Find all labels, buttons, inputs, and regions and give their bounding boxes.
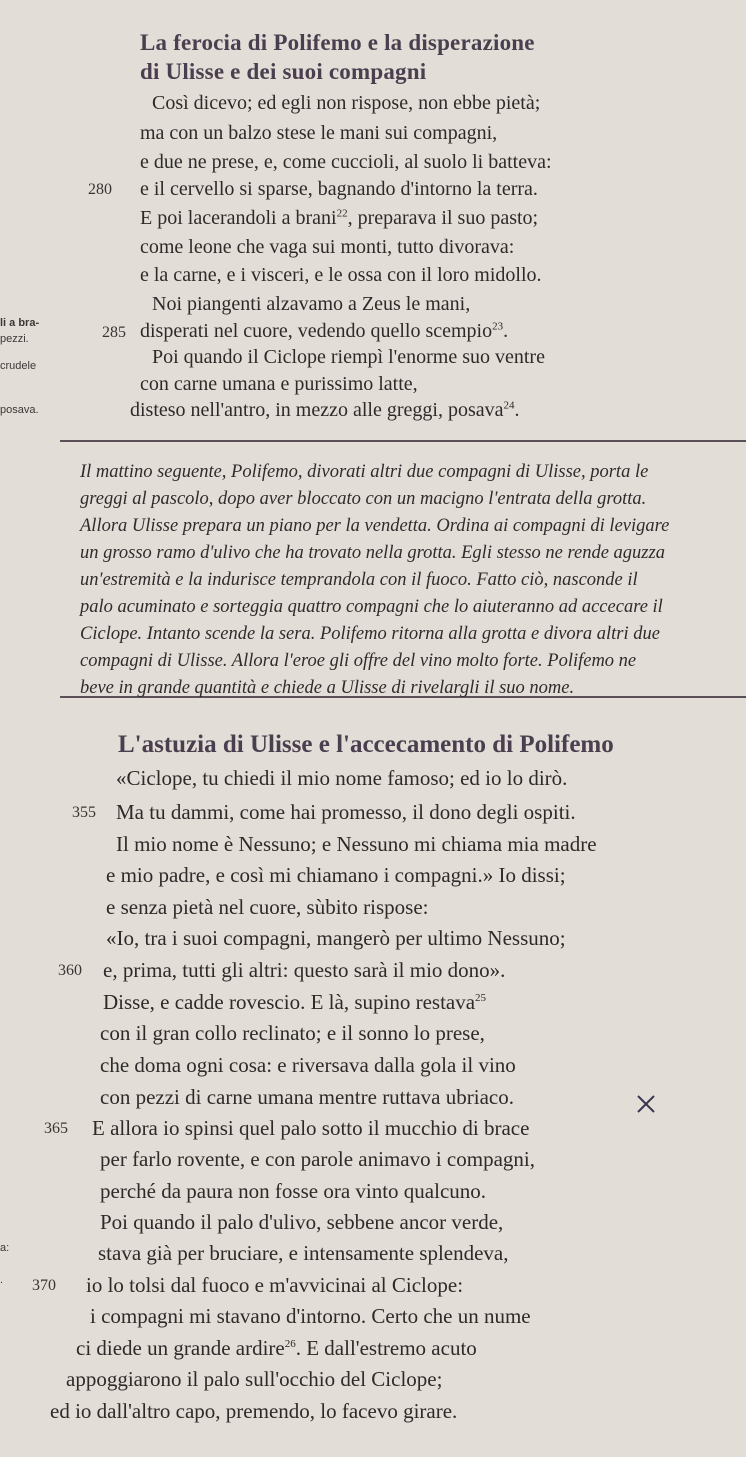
verse-line: E poi lacerandoli a brani$^{22}$, preparava il suo pasto; <box>140 207 539 229</box>
margin-note: posava. <box>0 404 39 416</box>
verse-line: io lo tolsi dal fuoco e m'avvicinai al Ciclope: <box>86 1273 464 1297</box>
margin-note: a: <box>0 1242 10 1254</box>
section-title-line2: di Ulisse e dei suoi compagni <box>140 59 427 84</box>
verse-line: stava già per bruciare, e intensamente splendeva, <box>98 1241 509 1265</box>
verse-line: ma con un balzo stese le mani sui compagni, <box>140 122 498 144</box>
verse-line: disperati nel cuore, vedendo quello scempio$^{23}$. <box>140 320 509 342</box>
footnote-ref: 23 <box>492 320 504 333</box>
footnote-ref: 26 <box>284 1338 296 1350</box>
summary-line: un grosso ramo d'ulivo che ha trovato nella grotta. Egli stesso ne rende aguzza <box>80 543 665 563</box>
section-title: L'astuzia di Ulisse e l'accecamento di Polifemo <box>118 731 614 758</box>
line-number: 360 <box>58 962 82 979</box>
verse-line: per farlo rovente, e con parole animavo i compagni, <box>100 1147 535 1171</box>
margin-note: . <box>0 1274 4 1286</box>
footnote-ref: 22 <box>336 207 348 220</box>
verse-line: e mio padre, e così mi chiamano i compagni.» Io dissi; <box>106 863 566 887</box>
line-number: 280 <box>88 181 112 198</box>
pencil-cross-mark <box>636 1094 656 1114</box>
line-number: 285 <box>102 324 126 341</box>
summary-line: un'estremità e la indurisce temprandola con il fuoco. Fatto ciò, nasconde il <box>80 570 638 590</box>
verse-line: disteso nell'antro, in mezzo alle greggi, posava$^{24}$. <box>130 399 520 421</box>
line-number: 370 <box>32 1277 56 1294</box>
verse-line: che doma ogni cosa: e riversava dalla gola il vino <box>100 1053 516 1077</box>
verse-line: ci diede un grande ardire$^{26}$. E dall'estremo acuto <box>76 1336 477 1360</box>
summary-line: greggi al pascolo, dopo aver bloccato con un macigno l'entrata della grotta. <box>80 489 647 509</box>
verse-line: «Io, tra i suoi compagni, mangerò per ultimo Nessuno; <box>106 926 566 950</box>
summary-line: Allora Ulisse prepara un piano per la vendetta. Ordina ai compagni di levigare <box>80 516 670 536</box>
verse-line: Ma tu dammi, come hai promesso, il dono degli ospiti. <box>116 800 576 824</box>
verse-line: e la carne, e i visceri, e le ossa con il loro midollo. <box>140 264 542 286</box>
verse-line: perché da paura non fosse ora vinto qualcuno. <box>100 1179 487 1203</box>
verse-line: Poi quando il Ciclope riempì l'enorme suo ventre <box>152 346 545 368</box>
verse-line: appoggiarono il palo sull'occhio del Ciclope; <box>66 1367 443 1391</box>
verse-line: i compagni mi stavano d'intorno. Certo che un nume <box>90 1304 531 1328</box>
margin-note: crudele <box>0 360 37 372</box>
line-number: 365 <box>44 1120 68 1137</box>
section-title-line1: La ferocia di Polifemo e la disperazione <box>140 30 535 55</box>
margin-note: li a bra- <box>0 317 40 329</box>
summary-line: palo acuminato e sorteggia quattro compagni che lo aiuteranno ad accecare il <box>80 597 663 617</box>
verse-line: ed io dall'altro capo, premendo, lo facevo girare. <box>50 1399 458 1423</box>
verse-line: e il cervello si sparse, bagnando d'intorno la terra. <box>140 178 538 200</box>
summary-line: beve in grande quantità e chiede a Ulisse di rivelargli il suo nome. <box>80 678 575 698</box>
footnote-ref: 25 <box>475 992 487 1004</box>
summary-line: Ciclope. Intanto scende la sera. Polifemo ritorna alla grotta e divora altri due <box>80 624 660 644</box>
verse-line: Disse, e cadde rovescio. E là, supino restava$^{25}$ <box>103 990 487 1014</box>
verse-line: e, prima, tutti gli altri: questo sarà il mio dono». <box>103 958 506 982</box>
verse-line: con pezzi di carne umana mentre ruttava ubriaco. <box>100 1085 514 1109</box>
margin-note: pezzi. <box>0 333 29 345</box>
verse-line: Poi quando il palo d'ulivo, sebbene ancor verde, <box>100 1210 504 1234</box>
line-number: 355 <box>72 804 96 821</box>
summary-line: Il mattino seguente, Polifemo, divorati altri due compagni di Ulisse, porta le <box>80 462 649 482</box>
verse-line: E allora io spinsi quel palo sotto il mucchio di brace <box>92 1116 530 1140</box>
summary-line: compagni di Ulisse. Allora l'eroe gli offre del vino molto forte. Polifemo ne <box>80 651 637 671</box>
verse-line: con carne umana e purissimo latte, <box>140 373 418 395</box>
verse-line: «Ciclope, tu chiedi il mio nome famoso; ed io lo dirò. <box>116 766 568 790</box>
verse-line: Il mio nome è Nessuno; e Nessuno mi chiama mia madre <box>116 832 597 856</box>
verse-line: con il gran collo reclinato; e il sonno lo prese, <box>100 1021 485 1045</box>
verse-line: e due ne prese, e, come cuccioli, al suolo li batteva: <box>140 151 552 173</box>
verse-line: Così dicevo; ed egli non rispose, non ebbe pietà; <box>152 92 541 114</box>
verse-line: Noi piangenti alzavamo a Zeus le mani, <box>152 293 471 315</box>
verse-line: e senza pietà nel cuore, sùbito rispose: <box>106 895 429 919</box>
verse-line: come leone che vaga sui monti, tutto divorava: <box>140 236 515 258</box>
footnote-ref: 24 <box>503 399 515 412</box>
